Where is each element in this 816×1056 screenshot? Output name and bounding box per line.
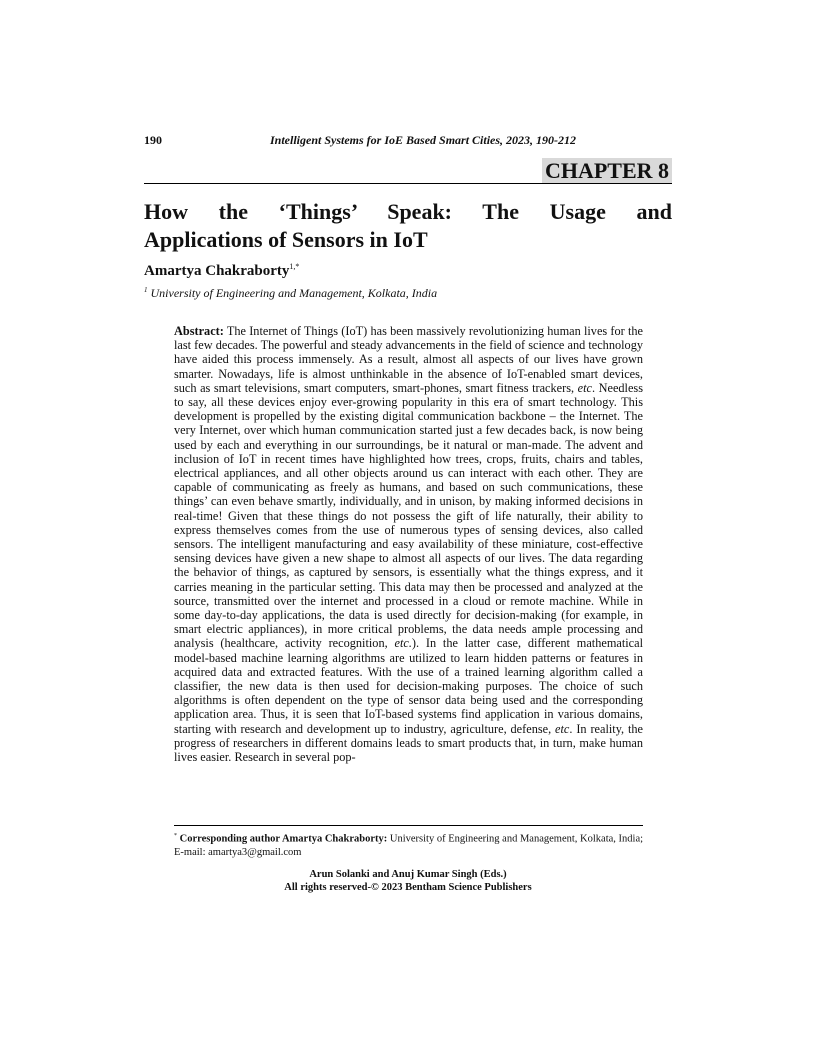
abstract-text-3: ). In the latter case, different mathematical model-based machine learning algorithms are utilized to learn hidden patterns or features in acquired data and extracted features. With the use of a trained learning algorithm called a classifier, the new data is then used for decision-making purposes. The choice of such algorithms is often dependent on the type of sensor data being used and the corresponding application area. Thus, it is seen that IoT-based systems find application in various domains, starting with research and development up to industry, agriculture, defense, (174, 636, 644, 736)
footnote (174, 830, 643, 859)
author (144, 262, 299, 280)
page-number: 190 (144, 133, 162, 147)
author-name: Amartya Chakraborty (144, 263, 290, 279)
chapter-title-line-1: How the ‘Things’ Speak: The Usage and (144, 199, 672, 224)
editors-line: Arun Solanki and Anuj Kumar Singh (Eds.) (309, 869, 507, 880)
author-marks: 1,* (289, 262, 300, 271)
abstract-etc-3: etc (555, 721, 570, 736)
abstract-text-4: . In reality, the progress of researchers in different domains leads to smart products that, in turn, make human lives easier. Research in several pop- (174, 721, 644, 765)
chapter-title-line-2: Applications of Sensors in IoT (144, 227, 428, 252)
affiliation (144, 286, 437, 301)
chapter-title (144, 198, 672, 254)
header-rule (144, 183, 672, 184)
footnote-label: Corresponding author Amartya Chakraborty: (179, 833, 388, 845)
affiliation-text: University of Engineering and Management, Kolkata, India (150, 286, 438, 300)
abstract-label: Abstract: (174, 324, 224, 338)
abstract-etc-1: etc (577, 380, 592, 395)
rights-line: All rights reserved-© 2023 Bentham Science Publishers (284, 882, 532, 893)
abstract-text-2: . Needless to say, all these devices enjoy ever-growing popularity in this era of smart technology. This development is propelled by the existing digital communication backbone – the Internet. The very Internet, over which human communication started just a few decades back, is now being used by each and everything in our surroundings, be it natural or man-made. The advent and inclusion of IoT in recent times have highlighted how trees, crops, fruits, chairs and tables, electrical appliances, and all other objects around us can interact with each other. They are capable of communicating as freely as humans, and based on such communications, these things’ can even behave smartly, individually, and in unison, by making informed decisions in real-time! Given that these things do not possess the gift of life naturally, their ability to express themselves comes from the use of numerous types of sensing devices, also called sensors. The intelligent manufacturing and easy availability of these miniature, cost-effective sensing devices have given a new shape to almost all aspects of our lives. The data regarding the behavior of things, as captured by sensors, is essentially what the things express, and it carries meaning in the particular setting. This data may then be processed and analyzed at the source, transmitted over the internet and processed in a cloud or remote machine. While in some day-to-day applications, the data is used directly for decision-making (for example, in smart electric appliances), in more critical problems, the data needs ample processing and analysis (healthcare, activity recognition, (174, 380, 643, 651)
affiliation-mark: 1 (144, 286, 148, 294)
footnote-text: University of Engineering and Management, Kolkata, India; E-mail: amartya3@gmail.com (174, 833, 644, 858)
footnote-rule (174, 825, 643, 826)
footnote-mark: * (174, 833, 177, 839)
publisher-block (144, 868, 672, 894)
running-head: Intelligent Systems for IoE Based Smart Cities, 2023, 190-212 (270, 133, 577, 147)
abstract-etc-2: etc. (394, 636, 412, 651)
abstract (174, 324, 643, 764)
abstract-text-1: The Internet of Things (IoT) has been massively revolutionizing human lives for the last few decades. The powerful and steady advancements in the field of science and technology have aided this process immensely. As a result, almost all aspects of our lives have grown smarter. Nowadays, life is almost unthinkable in the absence of IoT-enabled smart devices, such as smart televisions, smart computers, smart-phones, smart fitness trackers, (174, 324, 644, 395)
chapter-label: CHAPTER 8 (542, 158, 672, 184)
